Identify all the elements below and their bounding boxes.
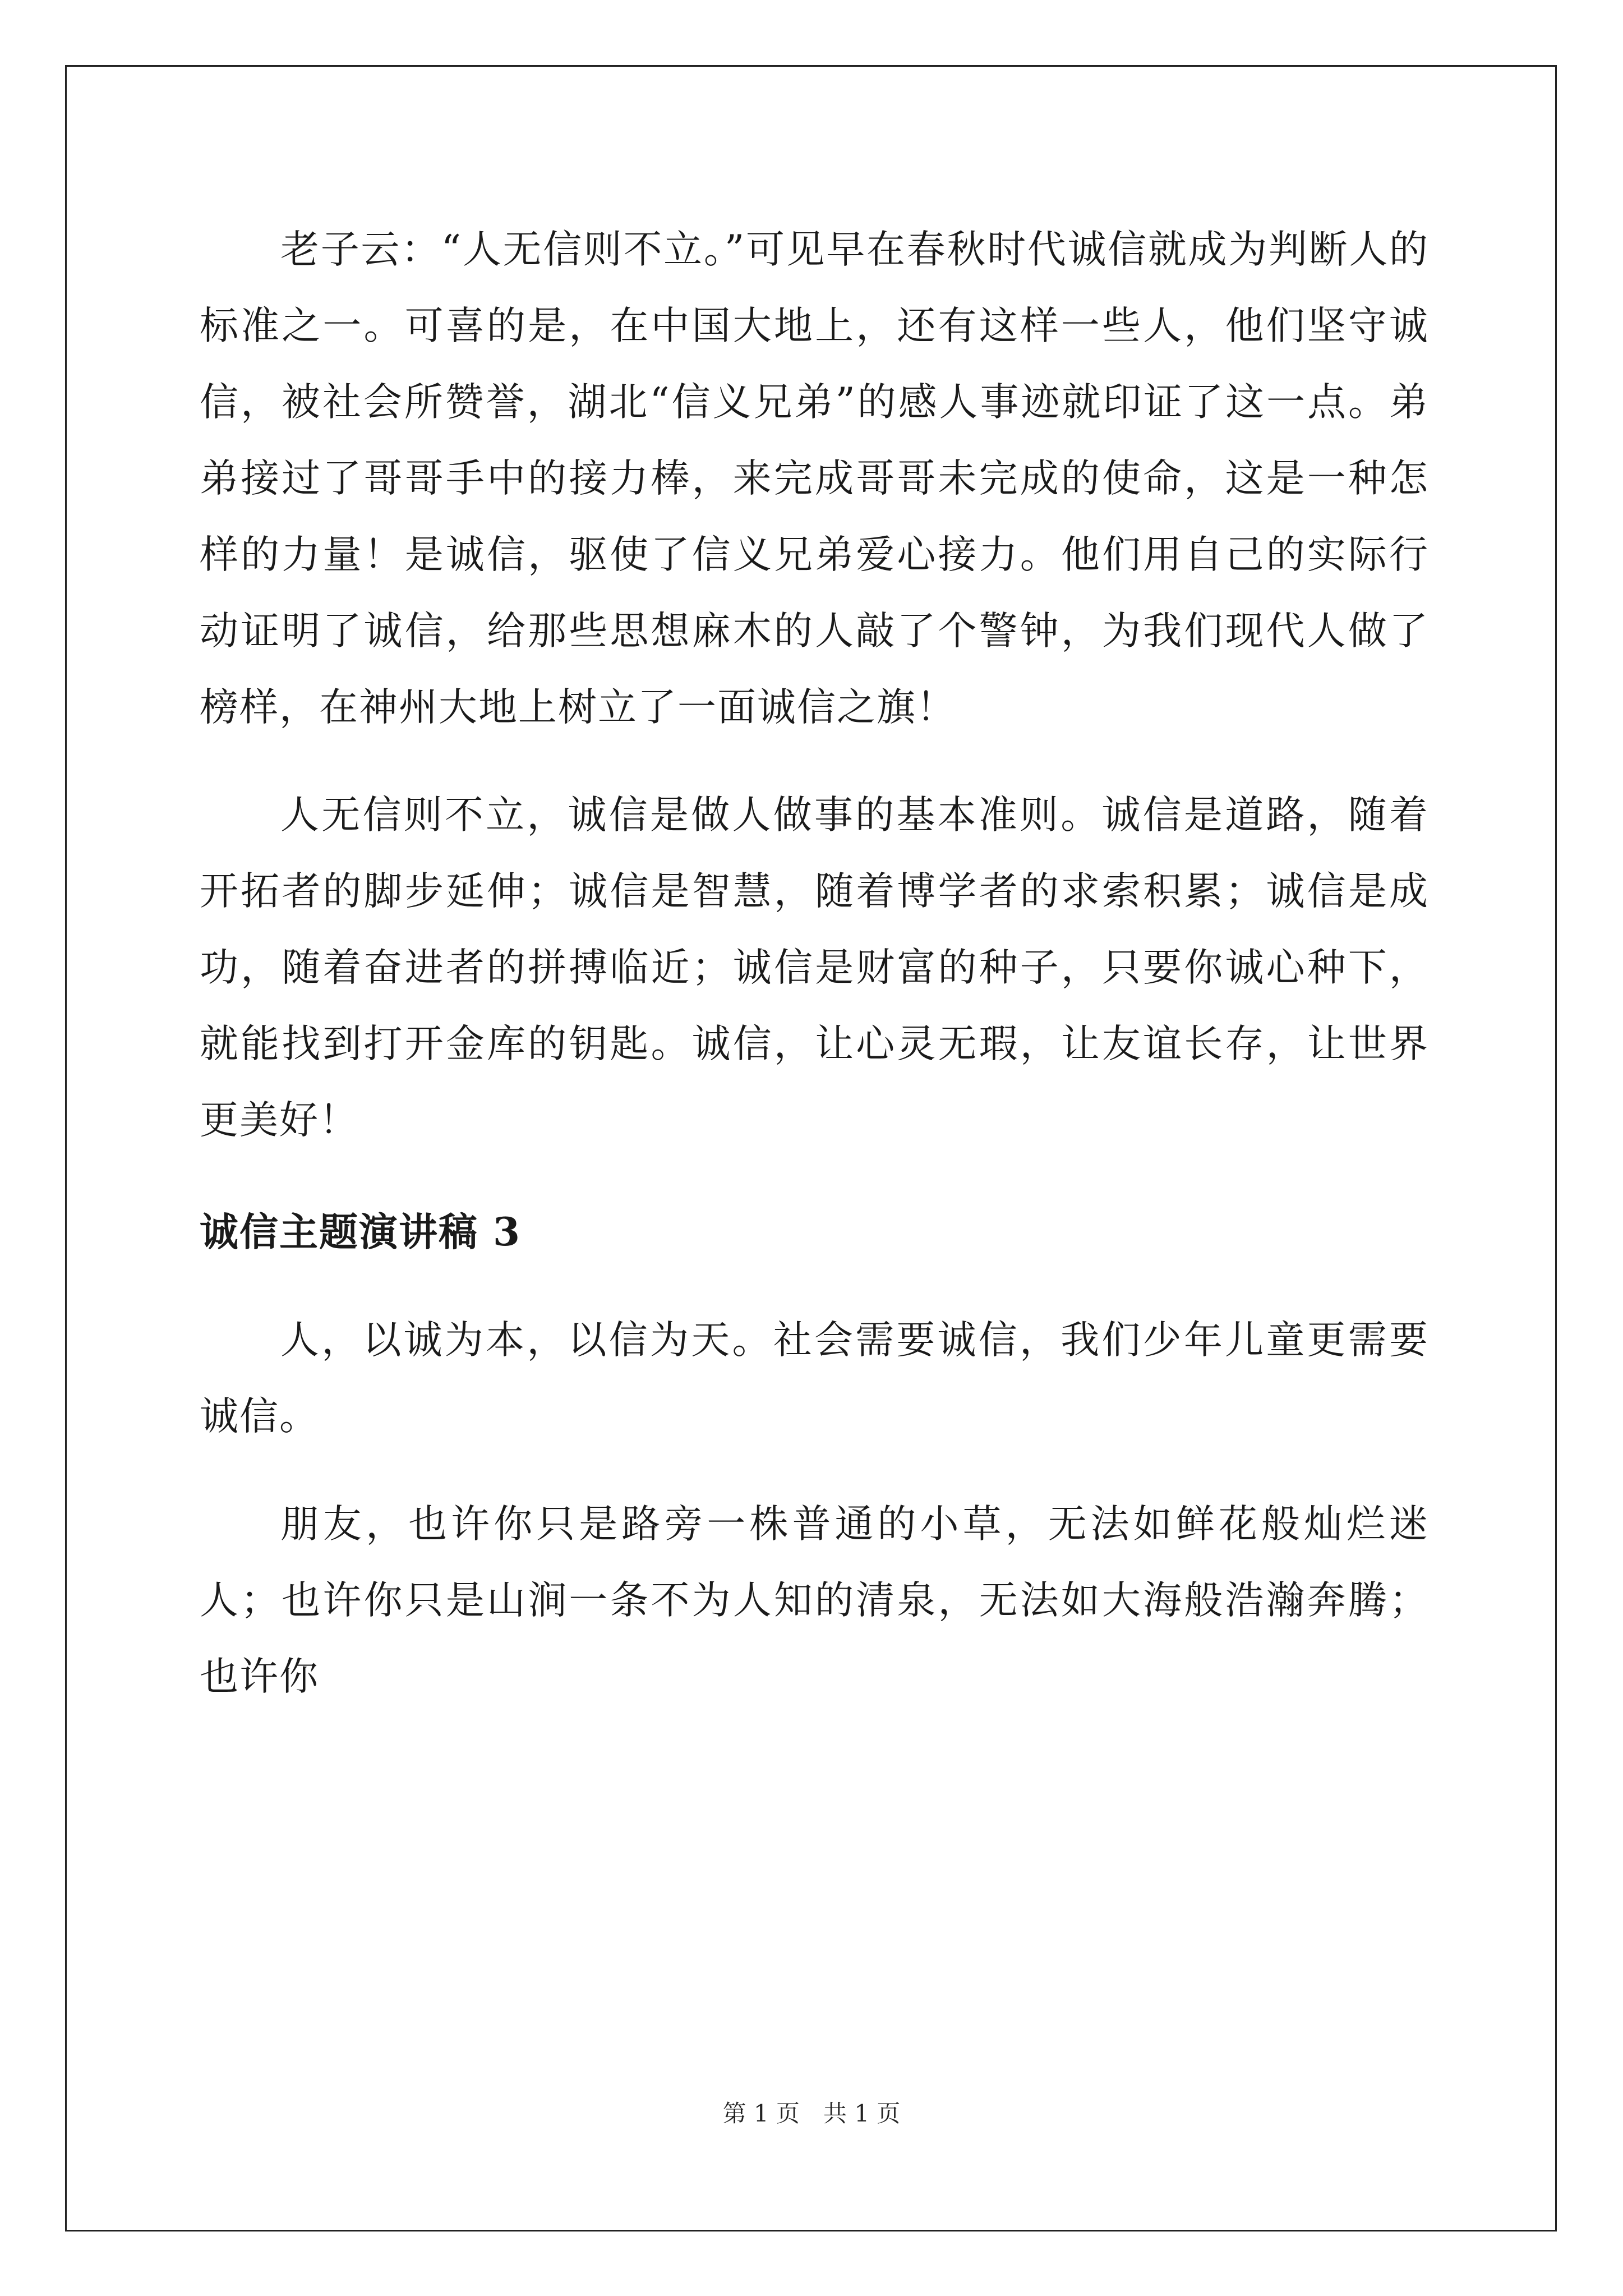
paragraph-2: 人无信则不立，诚信是做人做事的基本准则。诚信是道路，随着开拓者的脚步延伸；诚信是智慧，随着博学者的求索积累；诚信是成功，随着奋进者的拼搏临近；诚信是财富的种子，只要你诚心种下，就能找到打开金库的钥匙。诚信，让心灵无瑕，让友谊长存，让世界更美好！ bbox=[200, 793, 1429, 1143]
paragraph-3: 人，以诚为本，以信为天。社会需要诚信，我们少年儿童更需要诚信。 bbox=[200, 1318, 1429, 1439]
paragraph-4: 朋友，也许你只是路旁一株普通的小草，无法如鲜花般灿烂迷人；也许你只是山涧一条不为人知的清泉，无法如大海般浩瀚奔腾；也许你 bbox=[200, 1502, 1429, 1699]
section-heading: 诚信主题演讲稿 3 bbox=[200, 1209, 522, 1255]
paragraph-1: 老子云：“人无信则不立。”可见早在春秋时代诚信就成为判断人的标准之一。可喜的是，在中国大地上，还有这样一些人，他们坚守诚信，被社会所赞誉，湖北“信义兄弟”的感人事迹就印证了这一点。弟弟接过了哥哥手中的接力棒，来完成哥哥未完成的使命，这是一种怎样的力量！是诚信，驱使了信义兄弟爱心接力。他们用自己的实际行动证明了诚信，给那些思想麻木的人敲了个警钟，为我们现代人做了榜样，在神州大地上树立了一面诚信之旗！ bbox=[200, 227, 1429, 730]
document-body bbox=[200, 211, 1429, 1715]
page-number-footer: 第 1 页 共 1 页 bbox=[722, 2100, 901, 2127]
